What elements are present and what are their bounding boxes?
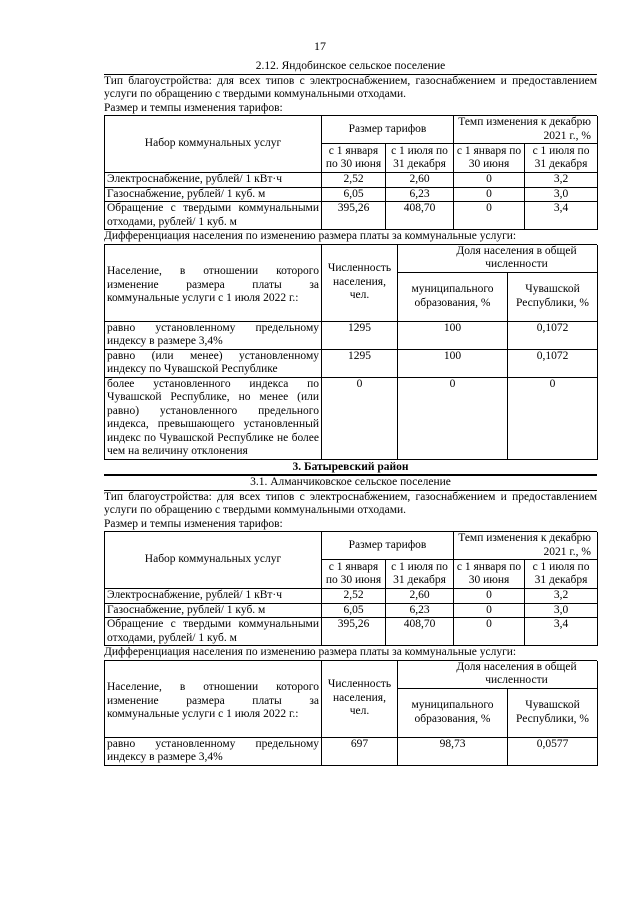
rate-value: 0 xyxy=(454,202,525,230)
population-count: 697 xyxy=(322,737,398,765)
rate-value: 3,0 xyxy=(525,603,598,618)
period-header: с 1 июля по 31 декабря xyxy=(386,144,454,173)
period-header: с 1 июля по 31 декабря xyxy=(525,144,598,173)
table-row xyxy=(105,349,598,377)
table-row xyxy=(105,737,598,765)
tariff-value: 6,05 xyxy=(322,603,386,618)
municipal-share: 100 xyxy=(398,321,508,349)
improvement-type-text: Тип благоустройства: для всех типов с электроснабжением, газоснабжением и предоставлением услуги по обращению с твердыми коммунальными отходами. xyxy=(104,490,597,516)
service-name: Электроснабжение, рублей/ 1 кВт·ч xyxy=(105,173,322,188)
rate-value: 3,2 xyxy=(525,173,598,188)
table-row xyxy=(105,321,598,349)
period-header: с 1 января по 30 июня xyxy=(322,144,386,173)
tariff-rate-header: Темп изменения к декабрю 2021 г., % xyxy=(454,532,598,560)
population-count: 1295 xyxy=(322,321,398,349)
municipal-header: муниципального образования, % xyxy=(398,688,508,737)
tariff-value: 408,70 xyxy=(386,202,454,230)
republic-header: Чувашской Республики, % xyxy=(508,688,598,737)
population-header: Население, в отношении которого изменение размера платы за коммунальные услуги с 1 июля 2022 г.: xyxy=(105,245,322,322)
table-row xyxy=(105,589,598,604)
republic-share: 0 xyxy=(508,377,598,459)
republic-header: Чувашской Республики, % xyxy=(508,272,598,321)
share-header: Доля населения в общей численности xyxy=(398,245,598,273)
rate-value: 3,4 xyxy=(525,618,598,646)
document-body xyxy=(104,60,597,766)
table-row xyxy=(105,603,598,618)
population-count: 1295 xyxy=(322,349,398,377)
share-header: Доля населения в общей численности xyxy=(398,661,598,689)
municipal-header: муниципального образования, % xyxy=(398,272,508,321)
service-name: Газоснабжение, рублей/ 1 куб. м xyxy=(105,603,322,618)
population-count: 0 xyxy=(322,377,398,459)
differentiation-table xyxy=(104,245,598,460)
period-header: с 1 июля по 31 декабря xyxy=(386,560,454,589)
tariff-value: 6,23 xyxy=(386,187,454,202)
municipal-share: 98,73 xyxy=(398,737,508,765)
population-label: равно установленному предельному индексу в размере 3,4% xyxy=(105,737,322,765)
period-header: с 1 июля по 31 декабря xyxy=(525,560,598,589)
tariff-value: 6,23 xyxy=(386,603,454,618)
tariff-caption: Размер и темпы изменения тарифов: xyxy=(104,518,597,533)
rate-value: 0 xyxy=(454,618,525,646)
population-label: более установленного индекса по Чувашской Республике, но менее (или равно) установленного предельного индекса, превышающего установленный индекс по Чувашской Республике не более чем на величину отклонения xyxy=(105,377,322,459)
table-row xyxy=(105,202,598,230)
improvement-type-text: Тип благоустройства: для всех типов с электроснабжением, газоснабжением и предоставлением услуги по обращению с твердыми коммунальными отходами. xyxy=(104,74,597,100)
settlement-title: 3.1. Алманчиковское сельское поселение xyxy=(104,476,597,491)
tariff-size-header: Размер тарифов xyxy=(322,116,454,144)
services-header: Набор коммунальных услуг xyxy=(105,116,322,173)
rate-value: 0 xyxy=(454,589,525,604)
tariff-table xyxy=(104,116,598,230)
service-name: Обращение с твердыми коммунальными отходами, рублей/ 1 куб. м xyxy=(105,202,322,230)
count-header: Численность населения, чел. xyxy=(322,661,398,738)
service-name: Обращение с твердыми коммунальными отходами, рублей/ 1 куб. м xyxy=(105,618,322,646)
differentiation-caption: Дифференциация населения по изменению размера платы за коммунальные услуги: xyxy=(104,230,597,245)
service-name: Электроснабжение, рублей/ 1 кВт·ч xyxy=(105,589,322,604)
period-header: с 1 января по 30 июня xyxy=(454,144,525,173)
table-row xyxy=(105,187,598,202)
period-header: с 1 января по 30 июня xyxy=(322,560,386,589)
tariff-caption: Размер и темпы изменения тарифов: xyxy=(104,102,597,117)
settlement-title: 2.12. Яндобинское сельское поселение xyxy=(104,60,597,75)
republic-share: 0,1072 xyxy=(508,321,598,349)
rate-value: 0 xyxy=(454,187,525,202)
district-title: 3. Батыревский район xyxy=(104,461,597,477)
tariff-value: 6,05 xyxy=(322,187,386,202)
population-label: равно установленному предельному индексу в размере 3,4% xyxy=(105,321,322,349)
tariff-table xyxy=(104,532,598,646)
service-name: Газоснабжение, рублей/ 1 куб. м xyxy=(105,187,322,202)
tariff-value: 408,70 xyxy=(386,618,454,646)
tariff-value: 2,60 xyxy=(386,173,454,188)
tariff-value: 2,52 xyxy=(322,173,386,188)
table-row xyxy=(105,377,598,459)
count-header: Численность населения, чел. xyxy=(322,245,398,322)
republic-share: 0,0577 xyxy=(508,737,598,765)
tariff-value: 2,52 xyxy=(322,589,386,604)
rate-value: 0 xyxy=(454,603,525,618)
period-header: с 1 января по 30 июня xyxy=(454,560,525,589)
municipal-share: 0 xyxy=(398,377,508,459)
differentiation-table xyxy=(104,661,598,766)
differentiation-caption: Дифференциация населения по изменению размера платы за коммунальные услуги: xyxy=(104,646,597,661)
tariff-value: 395,26 xyxy=(322,202,386,230)
rate-value: 0 xyxy=(454,173,525,188)
population-header: Население, в отношении которого изменение размера платы за коммунальные услуги с 1 июля 2022 г.: xyxy=(105,661,322,738)
services-header: Набор коммунальных услуг xyxy=(105,532,322,589)
population-label: равно (или менее) установленному индексу по Чувашской Республике xyxy=(105,349,322,377)
table-row xyxy=(105,618,598,646)
table-row xyxy=(105,173,598,188)
rate-value: 3,4 xyxy=(525,202,598,230)
tariff-size-header: Размер тарифов xyxy=(322,532,454,560)
tariff-value: 2,60 xyxy=(386,589,454,604)
rate-value: 3,2 xyxy=(525,589,598,604)
municipal-share: 100 xyxy=(398,349,508,377)
rate-value: 3,0 xyxy=(525,187,598,202)
tariff-rate-header: Темп изменения к декабрю 2021 г., % xyxy=(454,116,598,144)
page-number: 17 xyxy=(314,39,326,53)
republic-share: 0,1072 xyxy=(508,349,598,377)
tariff-value: 395,26 xyxy=(322,618,386,646)
